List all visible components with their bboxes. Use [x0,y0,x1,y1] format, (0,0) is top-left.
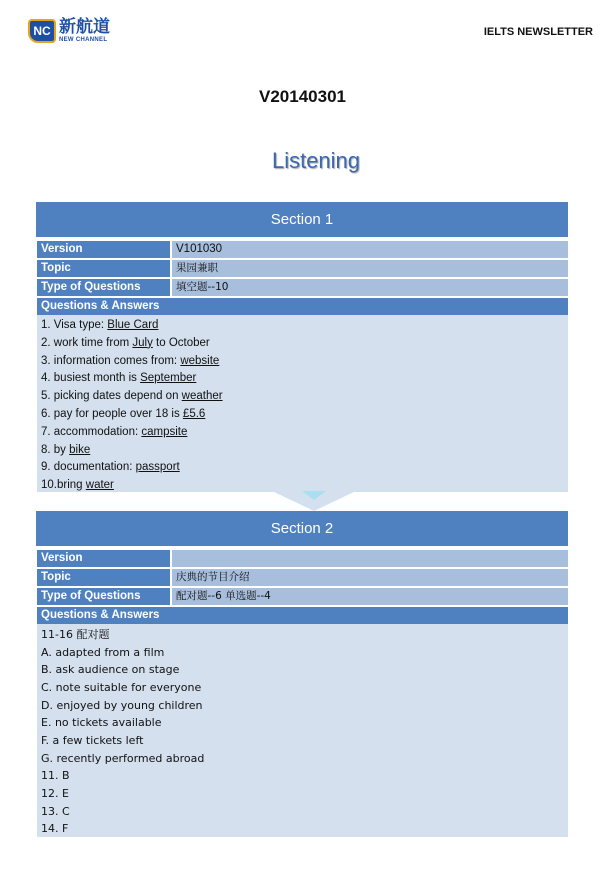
section-2-version-value [172,550,568,567]
section-2-topic-label: Topic [37,569,170,586]
section-1-type-value: 填空题--10 [172,279,568,296]
answer-text: weather [181,390,223,403]
answer-item: 4. busiest month is September [41,372,197,385]
answer-item: 8. by bike [41,443,91,456]
section-2-header: Section 2 [36,511,568,546]
logo-chinese-text: 新航道 [59,17,110,37]
section-1-version-label: Version [37,241,170,258]
section-1-answers-box [37,315,568,492]
answer-item: 3. information comes from: website [41,354,220,367]
list-item: D. enjoyed by young children [41,698,203,712]
down-arrow-icon [272,491,356,511]
answer-text: July [132,336,153,349]
list-item: A. adapted from a film [41,645,165,659]
section-2-version-label: Version [37,550,170,567]
answer-item: 1. Visa type: Blue Card [41,319,159,331]
section-1-qa-header: Questions & Answers [37,298,568,315]
section-1-answers-list [37,315,568,495]
list-item: C. note suitable for everyone [41,680,202,694]
list-item: 14. F [41,822,69,836]
list-item: G. recently performed abroad [41,751,205,765]
answer-text: campsite [141,425,188,438]
newsletter-label: IELTS NEWSLETTER [483,26,593,38]
list-item: E. no tickets available [41,716,162,730]
section-2-type-label: Type of Questions [37,588,170,605]
list-item: 11. B [41,769,70,783]
logo-mark-icon: NC [28,19,56,43]
answer-text: water [85,479,114,492]
section-1-topic-value: 果园兼职 [172,260,568,277]
list-item: 11-16 配对题 [41,628,110,641]
new-channel-logo [28,19,110,43]
list-item: 12. E [41,786,69,800]
logo-english-text: NEW CHANNEL [59,37,108,43]
answer-text: passport [135,461,180,474]
section-2-topic-value: 庆典的节目介绍 [172,569,568,586]
answer-item: 2. work time from July to October [41,336,210,349]
answer-item: 10.bring water [41,479,114,492]
page-title: Listening [271,148,361,173]
document-code: V20140301 [259,87,346,106]
section-2-type-value: 配对题--6 单选题--4 [172,588,568,605]
section-2-answers-list [37,624,568,838]
section-2-qa-header: Questions & Answers [37,607,568,624]
section-1-header: Section 1 [36,202,568,237]
answer-item: 9. documentation: passport [41,461,180,474]
section-1-type-label: Type of Questions [37,279,170,296]
answer-text: bike [69,443,91,456]
answer-item: 7. accommodation: campsite [41,425,188,438]
answer-text: September [140,372,197,385]
answer-text: website [180,354,220,367]
answer-item: 6. pay for people over 18 is £5.6 [41,407,206,420]
section-2-answers-box [37,624,568,837]
answer-text: Blue Card [107,319,159,331]
section-1-version-value: V101030 [172,241,568,258]
list-item: 13. C [41,804,70,818]
answer-item: 5. picking dates depend on weather [41,390,223,403]
answer-text: £5.6 [182,407,206,420]
page-header [0,0,605,60]
section-1-topic-label: Topic [37,260,170,277]
list-item: F. a few tickets left [41,733,144,747]
list-item: B. ask audience on stage [41,663,180,677]
